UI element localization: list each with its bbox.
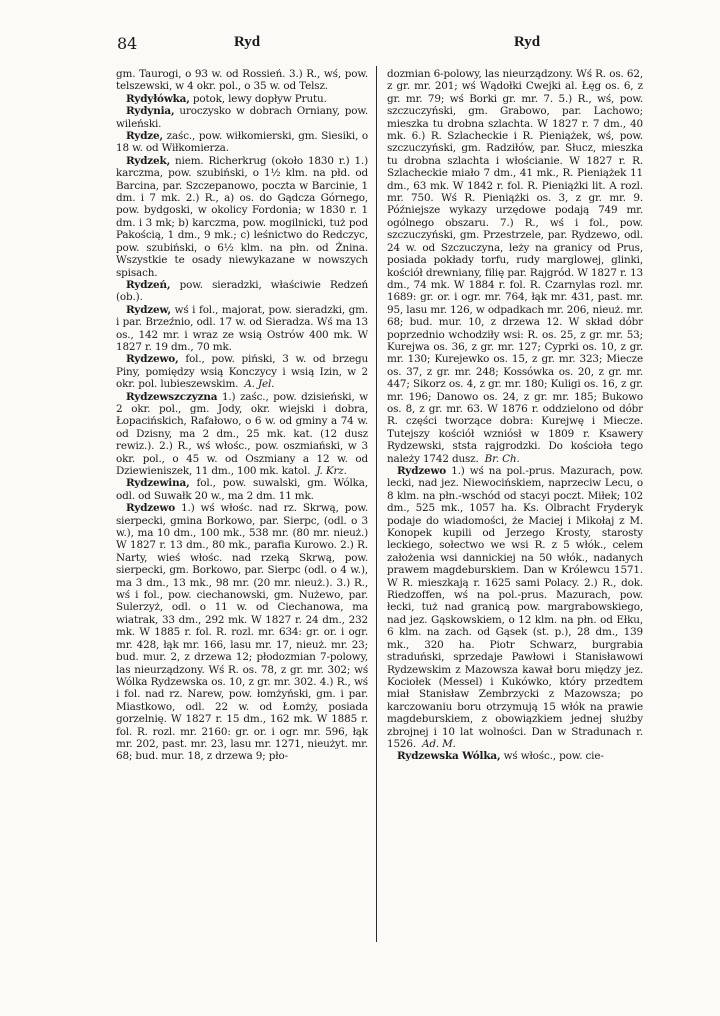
entry-text: niem. Richerkrug (około 1830 r.) 1.) karczma, pow. szubiński, o 1½ klm. na płd. od Barcina, par. Szczepanowo, poczta w Barcinie, 1 dm. i 7 mk. 2.) R., a) os. do Gądcza Górnego, pow. bydgoski, w okolicy Fordonia; w 1830 r. 1 dm. i 3 mk; b) karczma, pow. mogilnicki, tuż pod Pakością, 1 dm., 9 mk.; c) leśnictwo do Redczyc, pow. szubiński, o 6½ klm. na płn. od Żnina. Wszystkie te osady niewykazane w nowszych spisach. <box>116 154 368 279</box>
dictionary-entry <box>116 105 368 130</box>
entry-headword: Rydzewszczyzna <box>126 390 218 403</box>
dictionary-entry <box>116 155 368 279</box>
dictionary-entry <box>116 93 368 105</box>
entry-headword: Rydzeń, <box>126 278 171 291</box>
column-divider <box>376 66 377 942</box>
entry-signature: A. Jel. <box>244 378 275 391</box>
entry-text: 1.) wś na pol.-prus. Mazurach, pow. lecki, nad jez. Niewocińskiem, naprzeciw Lecu, o 8 klm. na płn.-wschód od stacyi poczt. Miłek; 102 dm., 525 mk., 1057 ha. Ks. Olbracht Fryderyk podaje do wiadomości, że Maciej i Mikołaj z M. Konopek kupili od Jerzego Krosty, starosty leckiego, sołectwo we wsi R. z 5 włók., celem założenia wsi dannickiej na 50 włók., nadanych prawem magdeburskiem. Dan w Królewcu 1571. W R. mieszkają r. 1625 sami Polacy. 2.) R., dok. Riedzoffen, wś na pol.-prus. Mazurach, pow. łecki, tuż nad granicą pow. margrabowskiego, nad jez. Gąskowskiem, o 12 klm. na płn. od Ełku, 6 klm. na zach. od Gąsek (st. p.), 28 dm., 139 mk., 320 ha. Piotr Schwarz, burgrabia straduński, sprzedaje Pawłowi i Stanisławowi Rydzewskim z Mazowsza kawał boru między jez. Kociołek (Messel) i Kukówko, który przedtem miał Stanisław Zembrzycki z Mazowsza; po karczowaniu boru otrzymują 15 włók na prawie magdeburskiem, z obowiązkiem jednej służby zbrojnej i 10 lat wolności. Dan w Stradunach r. 1526. <box>387 465 644 750</box>
dictionary-entry <box>116 391 368 478</box>
entry-headword: Rydyłówka, <box>126 92 190 105</box>
entry-text: 1.) zaśc., pow. dzisieński, w 2 okr. pol., gm. Jody, okr. wiejski i dobra, Łopacińskich, Rafałowo, o 6 w. od gminy a 74 w. od Dzisny, ma 2 dm., 25 mk. kat. (12 dusz rewiz.). 2.) R., wś włośc., pow. oszmiański, w 3 okr. pol., o 45 w. od Oszmiany a 12 w. od Dziewieniszek, 11 dm., 100 mk. katol. <box>116 390 368 477</box>
entry-text: dozmian 6-polowy, las nieurządzony. Wś R. os. 62, z gr. mr. 201; wś Wądołki Cwejki al. Łęg os. 6, z gr. mr. 79; wś Borki gr. mr. 7. 5.) R., wś, pow. szczuczyński, gm. Grabowo, par. Lachowo; mieszka tu drobna szlachta. W 1827 r. 7 dm., 40 mk. 6.) R. Szlacheckie i R. Pieniążek, wś, pow. szczuczyński, gm. Radziłów, par. Słucz, mieszka tu drobna szlachta i włościanie. W 1827 r. R. Szlacheckie miało 7 dm., 41 mk., R. Pieniążek 11 dm., 63 mk. W 1842 r. fol. R. Pieniążki lit. A rozl. mr. 750. Wś R. Pieniążki os. 3, z gr. mr. 9. Późniejsze wykazy urzędowe podają 749 mr. ogólnego obszaru. 7.) R., wś i fol., pow. szczuczyński, gm. Przestrzele, par. Rydzewo, odl. 24 w. od Szczuczyna, leży na granicy od Prus, posiada pokłady torfu, rudy marglowej, glinki, kościół drewniany, filię par. Rajgród. W 1827 r. 13 dm., 74 mk. W 1884 r. fol. R. Czarnylas rozl. mr. 1689: gr. or. i ogr. mr. 764, łąk mr. 431, past. mr. 95, lasu mr. 126, w odpadkach mr. 206, nieuż. mr. 68; bud. mur. 10, z drzewa 12. W skład dóbr poprzednio wchodziły wsi: R. os. 25, z gr. mr. 53; Kurejwa os. 36, z gr. mr. 127; Cyprki os. 10, z gr. mr. 130; Kurejewko os. 15, z gr. mr. 323; Miecze os. 37, z gr. mr. 248; Kossówka os. 20, z gr. mr. 447; Sikorz os. 4, z gr. mr. 180; Kuligi os. 16, z gr. mr. 196; Danowo os. 24, z gr. mr. 185; Bukowo os. 8, z gr. mr. 63. W 1876 r. oddzielono od dóbr R. części tworzące dobra: Kurejwę i Miecze. Tutejszy kościół wzniósł w 1809 r. Ksawery Rydzewski, ststa rajgrodzki. Do kościoła tego należy 1742 dusz. <box>387 68 643 465</box>
entry-headword: Rydze, <box>126 130 163 143</box>
page-number: 84 <box>117 34 138 53</box>
entry-text: 1.) wś włośc. nad rz. Skrwą, pow. sierpecki, gmina Borkowo, par. Sierpc, (odl. o 3 w.), ma 10 dm., 100 mk., 538 mr. (80 mr. nieuż.) W 1827 r. 13 dm., 80 mk., parafia Kurowo. 2.) R. Narty, wieś włośc. nad rzeką Skrwą, pow. sierpecki, gm. Borkowo, par. Sierpc (odl. o 4 w.), ma 3 dm., 13 mk., 98 mr. (20 mr. nieuż.). 3.) R., wś i fol., pow. ciechanowski, gm. Nużewo, par. Sulerzyż, odl. o 11 w. od Ciechanowa, ma wiatrak, 33 dm., 292 mk. W 1827 r. 24 dm., 232 mk. W 1885 r. fol. R. rozl. mr. 634: gr. or. i ogr. mr. 428, łąk mr. 166, lasu mr. 17, nieuż. mr. 23; bud. mur. 2, z drzewa 12; płodozmian 7-polowy, las nieurządzony. Wś R. os. 78, z gr. mr. 302; wś Wólka Rydzewska os. 10, z gr. mr. 302. 4.) R., wś i fol. nad rz. Narew, pow. łomżyński, gm. i par. Miastkowo, odl. 22 w. od Łomży, posiada gorzelnię. W 1827 r. 15 dm., 162 mk. W 1885 r. fol. R. rozl. mr. 2160: gr. or. i ogr. mr. 596, łąk mr. 202, past. mr. 23, lasu mr. 1271, nieużyt. mr. 68; bud. mur. 18, z drzewa 9; pło- <box>116 502 368 763</box>
entry-text: gm. Taurogi, o 93 w. od Rossień. 3.) R., wś, pow. telszewski, w 4 okr. pol., o 35 w. od Telsz. <box>116 68 368 93</box>
page-header <box>0 34 720 54</box>
entry-headword: Rydzek, <box>126 154 171 167</box>
entry-text: wś włośc., pow. cie- <box>503 750 604 763</box>
running-head-left: Ryd <box>234 34 261 50</box>
dictionary-entry <box>387 68 643 465</box>
entry-text: fol., pow. piński, 3 w. od brzegu Piny, pomiędzy wsią Konczycy i wsią Izin, w 2 okr. pol. lubieszewskim. <box>116 353 369 391</box>
entry-signature: J. Krz. <box>316 465 347 477</box>
entry-signature: Ad. M. <box>422 737 456 750</box>
entry-headword: Rydynia, <box>126 105 175 118</box>
entry-headword: Rydzewo <box>126 502 176 515</box>
entry-text: fol., pow. suwalski, gm. Wólka, odl. od Suwałk 20 w., ma 2 dm. 11 mk. <box>116 477 369 502</box>
entry-text: wś i fol., majorat, pow. sieradzki, gm. i par. Brzeźnio, odl. 17 w. od Sieradza. Wś ma 13 os., 142 mr. i wraz ze wsią Ostrów 400 mk. W 1827 r. 19 dm., 70 mk. <box>116 303 368 353</box>
running-head-right: Ryd <box>514 34 541 50</box>
entry-headword: Rydzew, <box>126 303 171 316</box>
dictionary-entry <box>116 279 368 304</box>
entry-headword: Rydzewo, <box>126 353 179 366</box>
dictionary-entry <box>387 465 643 750</box>
entry-headword: Rydzewo <box>397 465 447 477</box>
dictionary-entry <box>116 353 368 390</box>
entry-text: potok, lewy dopływ Prutu. <box>192 92 327 105</box>
entry-text: pow. sieradzki, właściwie Redzeń (ob.). <box>116 278 369 304</box>
dictionary-entry <box>116 130 368 155</box>
left-column <box>116 68 368 763</box>
entry-text: zaśc., pow. wiłkomierski, gm. Siesiki, o 18 w. od Wiłkomierza. <box>116 130 369 155</box>
entry-text: uroczysko w dobrach Orniany, pow. wileński. <box>116 105 368 130</box>
dictionary-entry <box>116 502 368 763</box>
entry-headword: Rydzewina, <box>126 477 190 490</box>
dictionary-entry <box>116 304 368 354</box>
dictionary-entry <box>116 68 368 93</box>
entry-signature: Br. Ch. <box>484 452 520 465</box>
entry-headword: Rydzewska Wólka, <box>397 750 501 763</box>
dictionary-entry <box>116 477 368 502</box>
right-column <box>387 68 643 763</box>
dictionary-entry <box>387 750 643 762</box>
